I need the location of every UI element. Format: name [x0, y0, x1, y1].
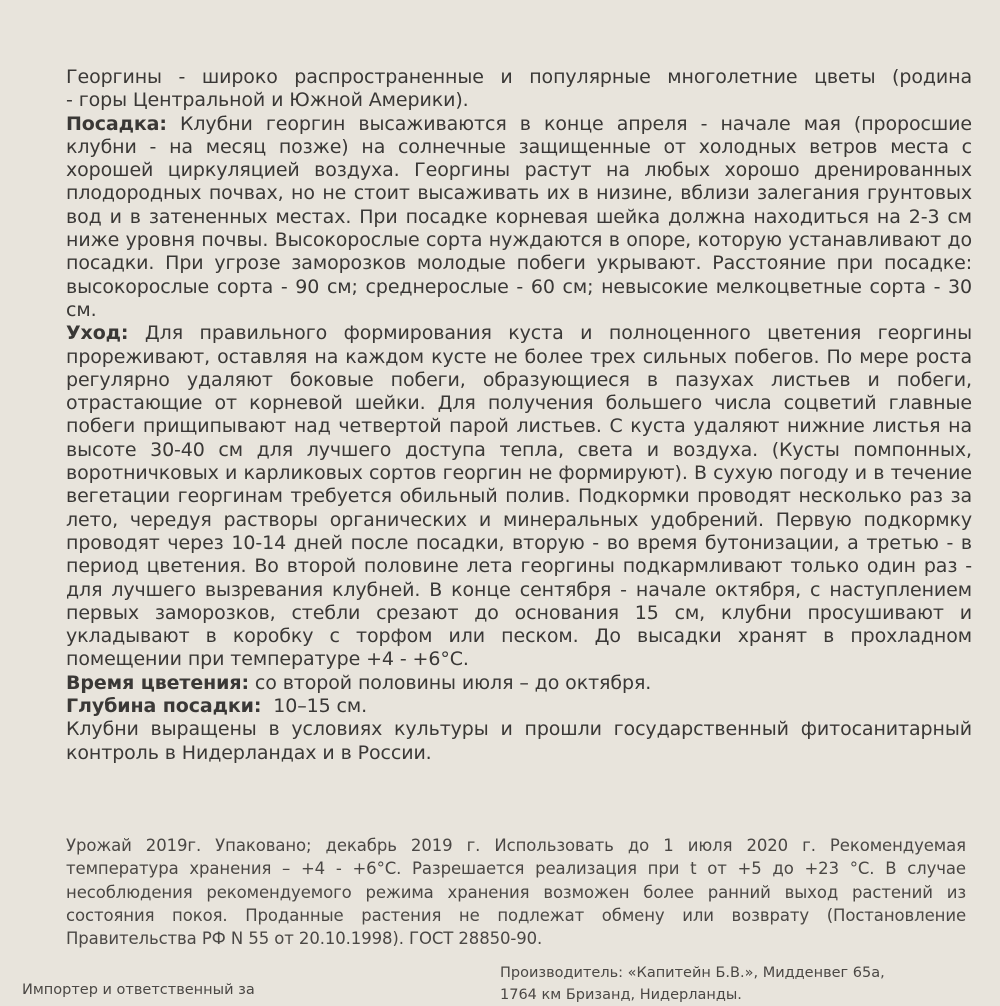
importer-info: Импортер и ответственный за: [22, 982, 255, 998]
bloom-label: Время цветения:: [66, 671, 249, 694]
depth-label: Глубина посадки:: [66, 695, 262, 718]
manufacturer-line-1: Производитель: «Капитейн Б.В.», Мидденвег 65а,: [500, 965, 885, 981]
storage-note-text: Урожай 2019г. Упаковано; декабрь 2019 г. Использовать до 1 июля 2020 г. Рекомендуемая температура хранения – +4 - +6°С. Разрешается реализация при t от +5 до +23 °С. В случае несоблюдения рекомендуемого режима хранения возможен более ранний выход растений из состояния покоя. Проданные растения не подлежат обмену или возврату (Постановление Правительства РФ N 55 от 20.10.1998). ГОСТ 28850-90.: [66, 836, 966, 949]
care-label: Уход:: [66, 322, 129, 345]
care-text: Для правильного формирования куста и полноценного цветения георгины прореживают, оставляя на каждом кусте не более трех сильных побегов. По мере роста регулярно удаляют боковые побеги, образующиеся в пазухах листьев и побеги, отрастающие от корневой шейки. Для получения большего числа соцветий главные побеги прищипывают над четвертой парой листьев. С куста удаляют нижние листья на высоте 30-40 см для лучшего доступа тепла, света и воздуха. (Кусты помпонных, воротничковых и карликовых сортов георгин не формируют). В сухую погоду и в течение вегетации георгинам требуется обильный полив. Подкормки проводят несколько раз за лето, чередуя растворы органических и минеральных удобрений. Первую подкормку проводят через 10-14 дней после посадки, вторую - во время бутонизации, а третью - в период цветения. Во второй половине лета георгины подкармливают только один раз - для лучшего вызревания клубней. В конце сентября - начале октября, с наступлением первых заморозков, стебли срезают до основания 15 см, клубни просушивают и укладывают в коробку с торфом или песком. До высадки хранят в прохладном помещении при температуре +4 - +6°С.: [66, 322, 972, 671]
bloom-text: со второй половины июля – до октября.: [248, 671, 652, 694]
phytosanitary-control: Клубни выращены в условиях культуры и прошли государственный фитосанитарный контроль в Нидерландах и в России.: [66, 718, 972, 764]
storage-note: [66, 834, 966, 950]
instructions-text: [66, 66, 972, 765]
manufacturer-line-2: 1764 км Бризанд, Нидерланды.: [500, 987, 742, 1003]
manufacturer-info: [500, 962, 980, 1006]
intro-line-2: - горы Центральной и Южной Америки).: [66, 89, 469, 112]
intro-line-1: Георгины - широко распространенные и популярные многолетние цветы (родина: [66, 66, 972, 88]
planting-text: Клубни георгин высаживаются в конце апреля - начале мая (проросшие клубни - на месяц позже) на солнечные защищенные от холодных ветров места с хорошей циркуляцией воздуха. Георгины растут на любых хорошо дренированных плодородных почвах, но не стоит высаживать их в низине, вблизи залегания грунтовых вод и в затененных местах. При посадке корневая шейка должна находиться на 2-3 см ниже уровня почвы. Высокорослые сорта нуждаются в опоре, которую устанавливают до посадки. При угрозе заморозков молодые побеги укрывают. Расстояние при посадке: высокорослые сорта - 90 см; среднерослые - 60 см; невысокие мелкоцветные сорта - 30 см.: [66, 112, 972, 321]
planting-label: Посадка:: [66, 112, 167, 135]
depth-text: 10–15 см.: [261, 695, 368, 718]
